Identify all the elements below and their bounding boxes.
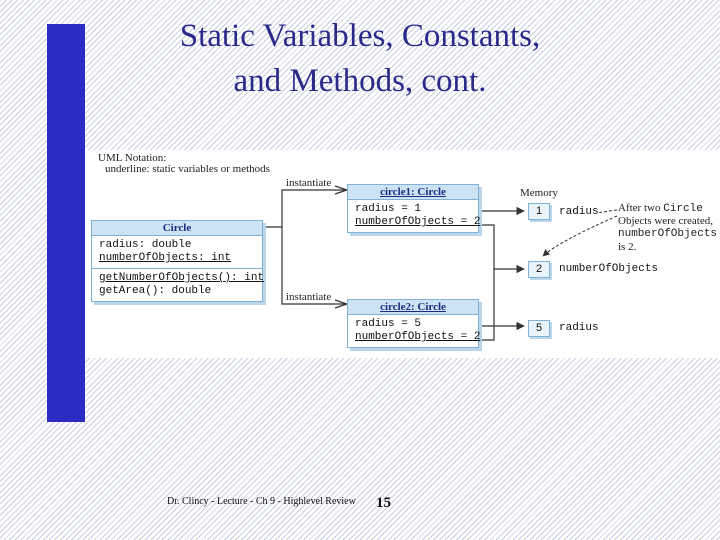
circle2-count-field: numberOfObjects = 2: [355, 331, 481, 343]
circle1-object-name: circle1: Circle: [348, 185, 478, 200]
memory-label-count: numberOfObjects: [559, 263, 659, 275]
memory-label-radius2: radius: [559, 322, 599, 334]
instantiate-label-bottom: instantiate: [286, 291, 332, 303]
annotation-line-1-prefix: After two: [618, 202, 664, 214]
method-get-area: getArea(): double: [99, 285, 212, 297]
memory-title: Memory: [520, 187, 558, 199]
memory-cell-radius1: 1: [528, 203, 550, 220]
uml-notation-title: UML Notation:: [98, 152, 167, 164]
circle-class-attributes: [92, 236, 262, 269]
annotation-line-3: numberOfObjects: [618, 228, 718, 240]
circle2-radius-field: radius = 5: [355, 318, 422, 330]
circle1-radius-field: radius = 1: [355, 203, 422, 215]
slide-footer: Dr. Clincy - Lecture - Ch 9 - Highlevel Review: [167, 496, 356, 507]
annotation-line-1: [618, 203, 703, 215]
circle1-count-field: numberOfObjects = 2: [355, 216, 481, 228]
page-number: 15: [376, 495, 391, 511]
method-get-number-of-objects: getNumberOfObjects(): int: [99, 272, 265, 284]
circle2-object-name: circle2: Circle: [348, 300, 478, 315]
annotation-dashed-arrow: [597, 210, 617, 213]
annotation-line-2: Objects were created,: [618, 215, 713, 227]
circle2-fields: [348, 315, 481, 347]
slide-title: [110, 14, 610, 104]
instantiate-connector: [266, 190, 347, 304]
count1-to-memory-arrow: [476, 225, 524, 269]
accent-bar: [47, 24, 85, 422]
annotation-dashed-curve: [543, 216, 617, 256]
annotation-line-1-code: Circle: [663, 203, 703, 215]
circle-class-methods: [92, 269, 265, 301]
instantiate-label-top: instantiate: [286, 177, 332, 189]
memory-cell-count: 2: [528, 261, 550, 278]
circle1-fields: [348, 200, 481, 232]
attr-radius: radius: double: [99, 239, 192, 251]
title-line-1: Static Variables, Constants,: [179, 18, 541, 54]
annotation-line-4: is 2.: [618, 241, 637, 253]
circle-class-name: Circle: [92, 221, 262, 236]
circle1-object-box: [347, 184, 479, 233]
memory-label-radius1: radius: [559, 206, 599, 218]
circle-class-box: [91, 220, 263, 302]
uml-diagram: [85, 150, 720, 358]
title-line-2: and Methods, cont.: [233, 63, 487, 99]
circle2-object-box: [347, 299, 479, 348]
uml-notation-desc: underline: static variables or methods: [105, 163, 270, 175]
attr-number-of-objects: numberOfObjects: int: [99, 252, 232, 264]
memory-cell-radius2: 5: [528, 320, 550, 337]
